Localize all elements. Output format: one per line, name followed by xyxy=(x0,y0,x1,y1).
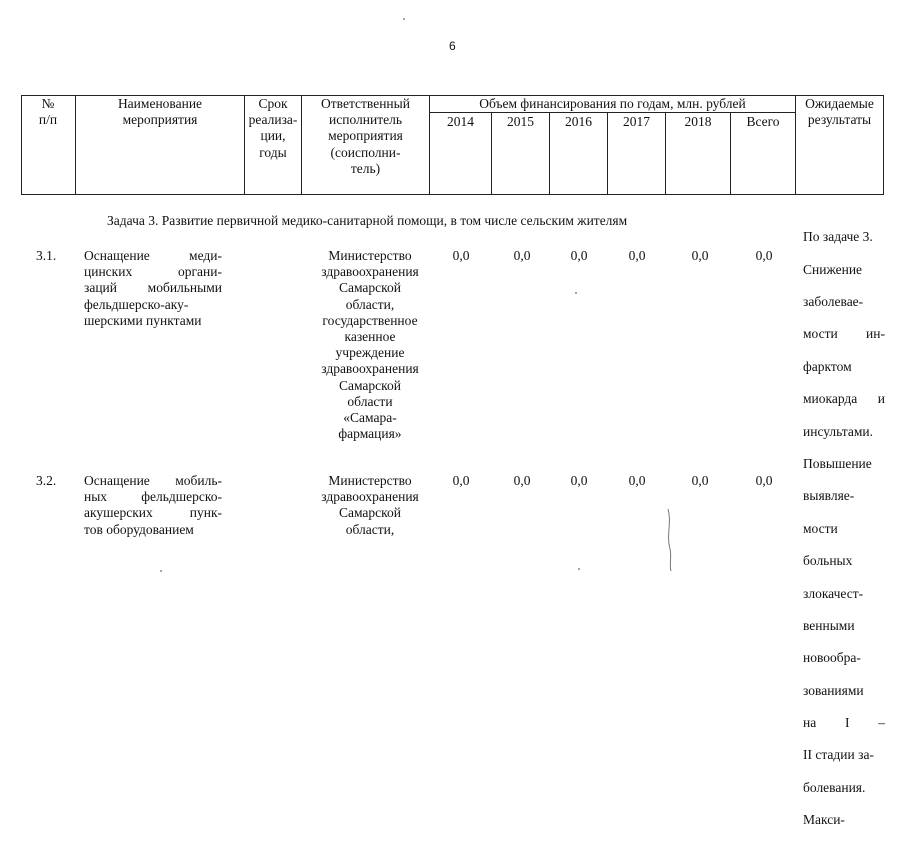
scan-speck xyxy=(578,568,580,570)
row-executor: Министерство здравоохранения Самарской области, государственное казенное учреждение здравоохранения Самарской области «Самара- фармация» xyxy=(321,248,419,442)
value-2014: 0,0 xyxy=(452,473,470,488)
row-executor: Министерство здравоохранения Самарской области, xyxy=(321,473,419,537)
value-2015: 0,0 xyxy=(513,473,531,488)
expected-results: По задаче 3. Снижение заболевае- мости ин- фарктом миокарда и инсультами. Повышение выявляе- мости больных злокачест- венными новообра- зованиями на I – II стадии за- болевания. Макси- xyxy=(803,229,885,828)
header-term: Срок реализа- ции, годы xyxy=(248,96,298,160)
scan-speck xyxy=(160,570,162,572)
value-2017: 0,0 xyxy=(628,248,646,263)
value-total: 0,0 xyxy=(755,473,773,488)
value-2017: 0,0 xyxy=(628,473,646,488)
page-number: 6 xyxy=(449,39,456,53)
value-2016: 0,0 xyxy=(570,473,588,488)
row-number: 3.2. xyxy=(36,473,57,488)
header-executor: Ответственный исполнитель мероприятия (соисполни- тель) xyxy=(321,96,410,176)
value-total: 0,0 xyxy=(755,248,773,263)
task-title: Задача 3. Развитие первичной медико-санитарной помощи, в том числе сельским жителям xyxy=(107,213,628,228)
header-year-2017: 2017 xyxy=(623,114,650,129)
value-2016: 0,0 xyxy=(570,248,588,263)
header-results: Ожидаемые результаты xyxy=(805,96,874,128)
table-header xyxy=(21,95,884,195)
row-number: 3.1. xyxy=(36,248,57,263)
header-year-2015: 2015 xyxy=(507,114,534,129)
scan-speck xyxy=(575,292,577,294)
scan-speck xyxy=(403,18,405,20)
row-name: Оснащение мобиль- ных фельдшерско- акушерских пунк- тов оборудованием xyxy=(84,473,222,537)
value-2018: 0,0 xyxy=(691,473,709,488)
header-name: Наименование мероприятия xyxy=(117,96,203,128)
scan-mark xyxy=(660,505,680,575)
header-num: № п/п xyxy=(38,96,58,128)
value-2018: 0,0 xyxy=(691,248,709,263)
header-total: Всего xyxy=(746,114,780,129)
header-funding: Объем финансирования по годам, млн. рублей xyxy=(479,96,746,111)
header-year-2016: 2016 xyxy=(565,114,592,129)
value-2015: 0,0 xyxy=(513,248,531,263)
header-year-2014: 2014 xyxy=(447,114,474,129)
row-name: Оснащение меди- цинских органи- заций мобильными фельдшерско-аку- шерскими пунктами xyxy=(84,248,222,328)
header-year-2018: 2018 xyxy=(684,114,712,129)
value-2014: 0,0 xyxy=(452,248,470,263)
